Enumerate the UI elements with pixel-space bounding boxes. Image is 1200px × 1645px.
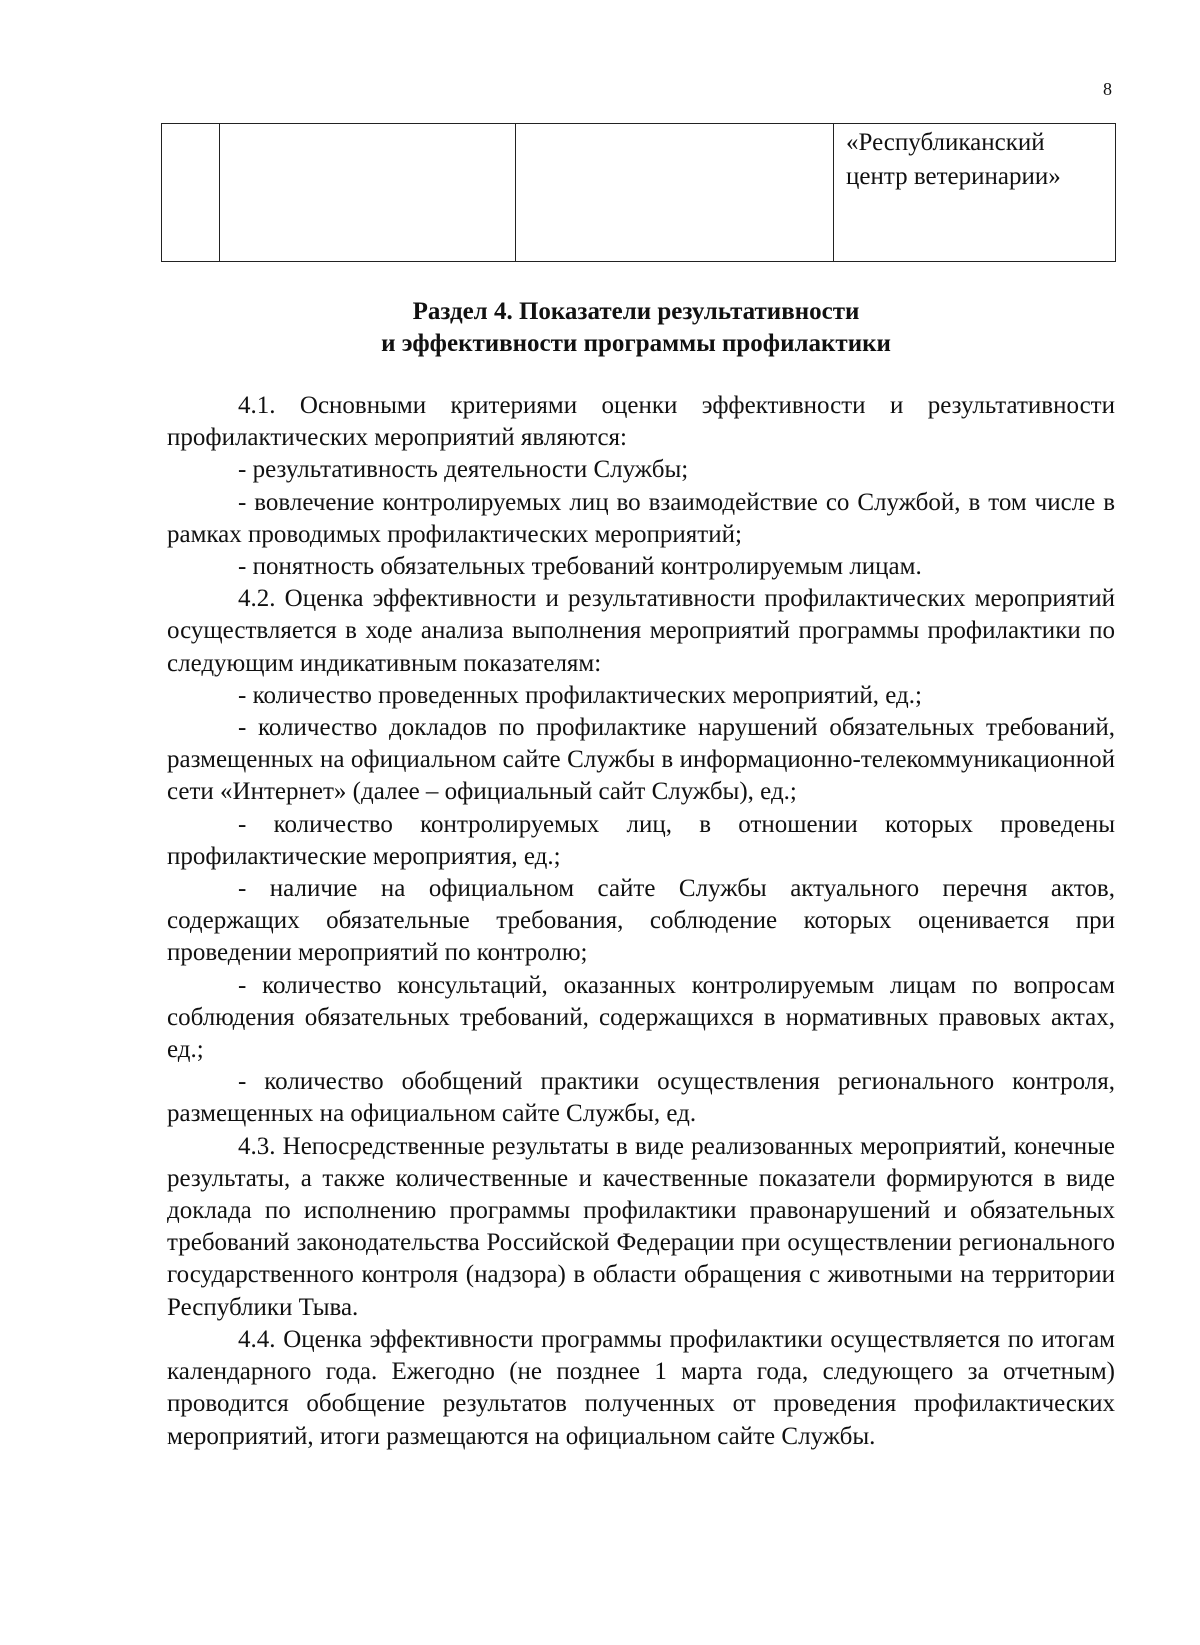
list-item: - количество обобщений практики осуществления регионального контроля, размещенных на официальном сайте Службы, ед. xyxy=(167,1068,1115,1128)
list-item: - количество проведенных профилактических мероприятий, ед.; xyxy=(238,681,922,709)
paragraph-4-1: 4.1. Основными критериями оценки эффективности и результативности профилактических мероприятий являются: xyxy=(167,392,1115,452)
table-cell-4 xyxy=(834,124,1116,262)
list-item: - количество консультаций, оказанных контролируемым лицам по вопросам соблюдения обязательных требований, содержащихся в нормативных правовых актах, ед.; xyxy=(167,971,1115,1064)
table-cell-4-line-1: «Республиканский xyxy=(846,129,1045,156)
section-title xyxy=(161,296,1111,360)
table-cell-1 xyxy=(162,124,220,262)
list-item: - количество контролируемых лиц, в отношении которых проведены профилактические мероприятия, ед.; xyxy=(167,810,1115,870)
table-cell-3 xyxy=(516,124,834,262)
body-text xyxy=(167,390,1115,1453)
section-title-line-1: Раздел 4. Показатели результативности xyxy=(412,298,860,325)
table-cell-2 xyxy=(220,124,516,262)
continuation-table xyxy=(161,123,1116,262)
paragraph-4-2: 4.2. Оценка эффективности и результативности профилактических мероприятий осуществляется в ходе анализа выполнения мероприятий программы профилактики по следующим индикативным показателям: xyxy=(167,585,1115,677)
list-item: - наличие на официальном сайте Службы актуального перечня актов, содержащих обязательные требования, соблюдение которых оценивается при проведении мероприятий по контролю; xyxy=(167,875,1115,967)
table-row xyxy=(162,124,1116,262)
list-item: - количество докладов по профилактике нарушений обязательных требований, размещенных на официальном сайте Службы в информационно-телекоммуникационной сети «Интернет» (далее – официальный сайт Службы), ед.; xyxy=(167,714,1115,806)
paragraph-4-4: 4.4. Оценка эффективности программы профилактики осуществляется по итогам календарного года. Ежегодно (не позднее 1 марта года, следующего за отчетным) проводится обобщение результатов полученных от проведения профилактических мероприятий, итоги размещаются на официальном сайте Службы. xyxy=(167,1325,1115,1450)
list-item: - результативность деятельности Службы; xyxy=(238,456,689,484)
section-title-line-2: и эффективности программы профилактики xyxy=(381,330,891,357)
list-item: - понятность обязательных требований контролируемым лицам. xyxy=(238,553,922,581)
paragraph-4-3: 4.3. Непосредственные результаты в виде реализованных мероприятий, конечные результаты, а также количественные и качественные показатели формируются в виде доклада по исполнению программы профилактики правонарушений и обязательных требований законодательства Российской Федерации при осуществлении регионального государственного контроля (надзора) в области обращения с животными на территории Республики Тыва. xyxy=(167,1132,1115,1321)
list-item: - вовлечение контролируемых лиц во взаимодействие со Службой, в том числе в рамках проводимых профилактических мероприятий; xyxy=(167,488,1115,548)
page-number: 8 xyxy=(1103,79,1112,99)
table-cell-4-line-2: центр ветеринарии» xyxy=(846,163,1061,190)
